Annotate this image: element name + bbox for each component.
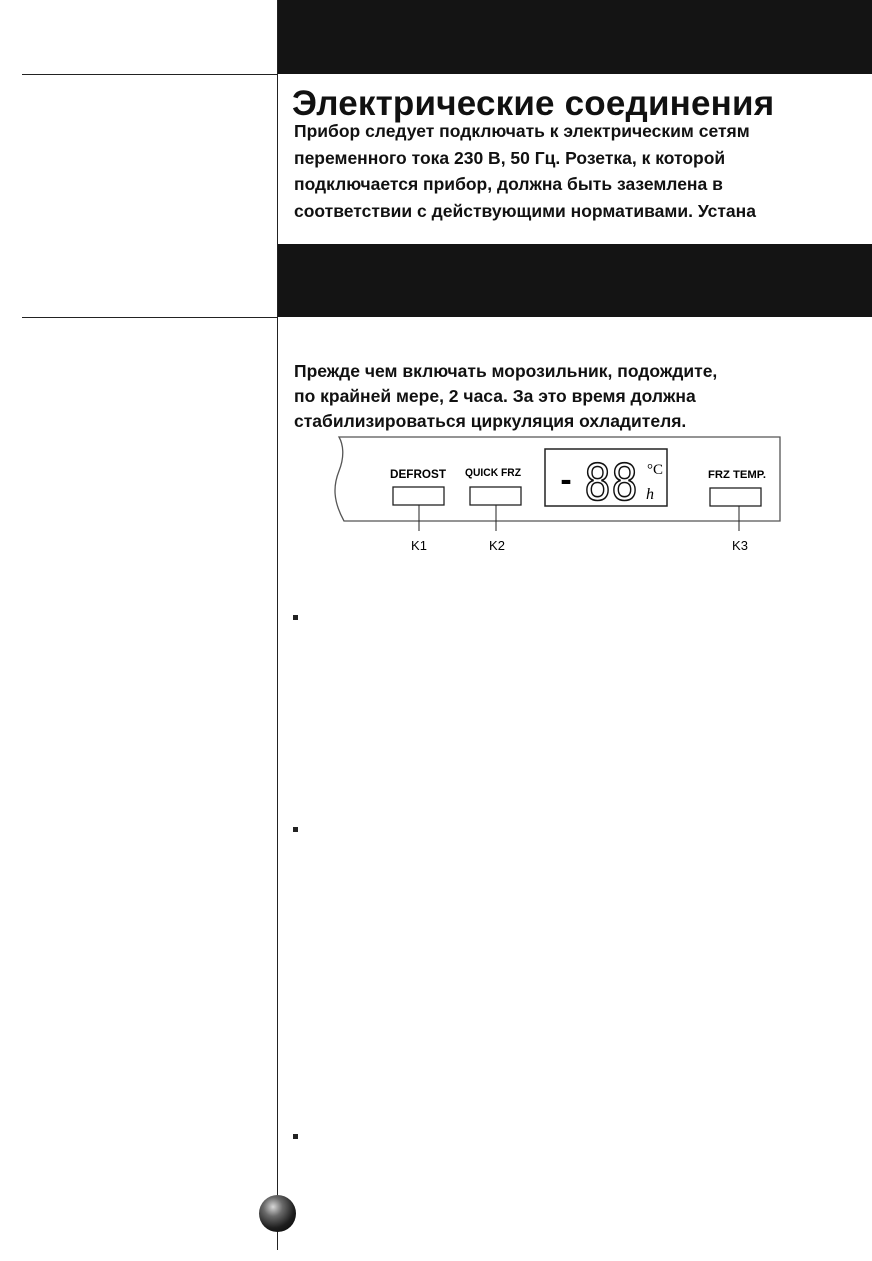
paragraph-line: Прежде чем включать морозильник, подождите, xyxy=(294,361,718,381)
control-panel-diagram xyxy=(325,436,781,556)
display-sign: - xyxy=(560,461,572,499)
bullet-marker xyxy=(293,827,298,832)
quick-frz-label: QUICK FRZ xyxy=(465,467,522,479)
defrost-button[interactable] xyxy=(393,487,444,505)
bullet-marker xyxy=(293,615,298,620)
paragraph-line: подключается прибор, должна быть заземлена в xyxy=(294,174,723,194)
paragraph-line: по крайней мере, 2 часа. За это время должна xyxy=(294,386,696,406)
electrical-paragraph xyxy=(294,118,756,224)
k1-key-label: K1 xyxy=(411,538,427,553)
header-band-top xyxy=(278,0,872,74)
header-band-middle xyxy=(278,244,872,317)
hours-unit: h xyxy=(646,486,654,503)
defrost-label: DEFROST xyxy=(390,469,446,481)
paragraph-line: Прибор следует подключать к электрическим сетям xyxy=(294,121,750,141)
k3-key-label: K3 xyxy=(732,538,748,553)
left-rule-top xyxy=(22,74,278,75)
paragraph-line: стабилизироваться циркуляция охладителя. xyxy=(294,411,687,431)
quick-frz-button[interactable] xyxy=(470,487,521,505)
paragraph-line: переменного тока 230 В, 50 Гц. Розетка, к которой xyxy=(294,147,726,168)
k2-key-label: K2 xyxy=(489,538,505,553)
display-digits: 88 xyxy=(584,454,638,512)
frz-temp-button[interactable] xyxy=(710,488,761,506)
section-heading: Электрические соединения xyxy=(292,84,775,123)
left-rule-bottom xyxy=(22,317,278,318)
celsius-unit: °C xyxy=(647,462,664,478)
paragraph-line: соответствии с действующими нормативами. Устана xyxy=(294,200,756,221)
vertical-rule xyxy=(277,0,278,1250)
frz-temp-label: FRZ TEMP. xyxy=(708,469,766,481)
startup-paragraph xyxy=(294,359,717,434)
bullet-marker xyxy=(293,1134,298,1139)
page-marker-ball xyxy=(259,1195,296,1232)
